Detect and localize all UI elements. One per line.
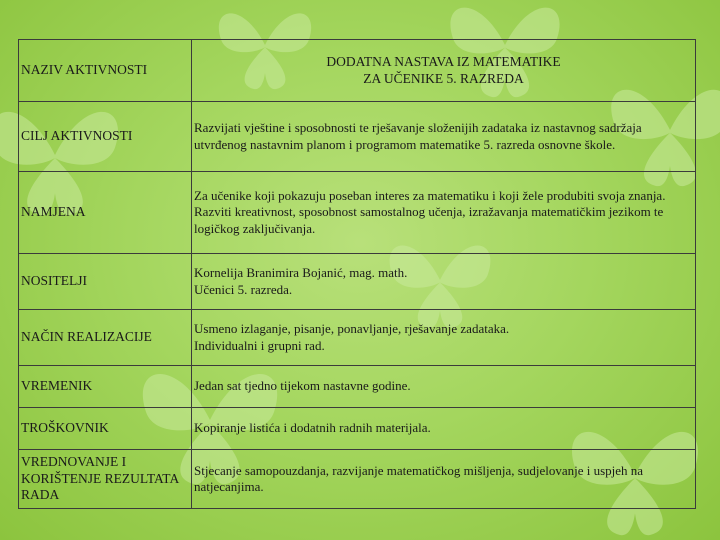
value-namjena: Za učenike koji pokazuju poseban interes za matematiku i koji žele produbiti svoja znanja. Razviti kreativnost, sposobnost samostalnog učenja, izražavanja matematičkim jezikom te logičkog zaključivanja.	[192, 172, 696, 254]
value-nositelji: Kornelija Branimira Bojanić, mag. math. Učenici 5. razreda.	[192, 254, 696, 310]
activity-table	[18, 39, 696, 509]
table-row	[19, 310, 696, 366]
value-naziv-aktivnosti: DODATNA NASTAVA IZ MATEMATIKE ZA UČENIKE 5. RAZREDA	[192, 40, 696, 102]
table-row	[19, 172, 696, 254]
label-namjena: NAMJENA	[19, 172, 192, 254]
table-row	[19, 450, 696, 509]
table-row	[19, 102, 696, 172]
label-cilj-aktivnosti: CILJ AKTIVNOSTI	[19, 102, 192, 172]
table-row	[19, 408, 696, 450]
table-row	[19, 40, 696, 102]
table-row	[19, 366, 696, 408]
label-vrednovanje: VREDNOVANJE I KORIŠTENJE REZULTATA RADA	[19, 450, 192, 509]
value-vrednovanje: Stjecanje samopouzdanja, razvijanje matematičkog mišljenja, sudjelovanje i uspjeh na natjecanjima.	[192, 450, 696, 509]
value-nacin-realizacije: Usmeno izlaganje, pisanje, ponavljanje, rješavanje zadataka. Individualni i grupni rad.	[192, 310, 696, 366]
label-troskovnik: TROŠKOVNIK	[19, 408, 192, 450]
label-vremenik: VREMENIK	[19, 366, 192, 408]
label-nacin-realizacije: NAČIN REALIZACIJE	[19, 310, 192, 366]
value-vremenik: Jedan sat tjedno tijekom nastavne godine.	[192, 366, 696, 408]
label-naziv-aktivnosti: NAZIV AKTIVNOSTI	[19, 40, 192, 102]
label-nositelji: NOSITELJI	[19, 254, 192, 310]
value-cilj-aktivnosti: Razvijati vještine i sposobnosti te rješavanje složenijih zadataka iz nastavnog sadržaja utvrđenog nastavnim planom i programom matematike 5. razreda osnovne škole.	[192, 102, 696, 172]
value-troskovnik: Kopiranje listića i dodatnih radnih materijala.	[192, 408, 696, 450]
table-row	[19, 254, 696, 310]
